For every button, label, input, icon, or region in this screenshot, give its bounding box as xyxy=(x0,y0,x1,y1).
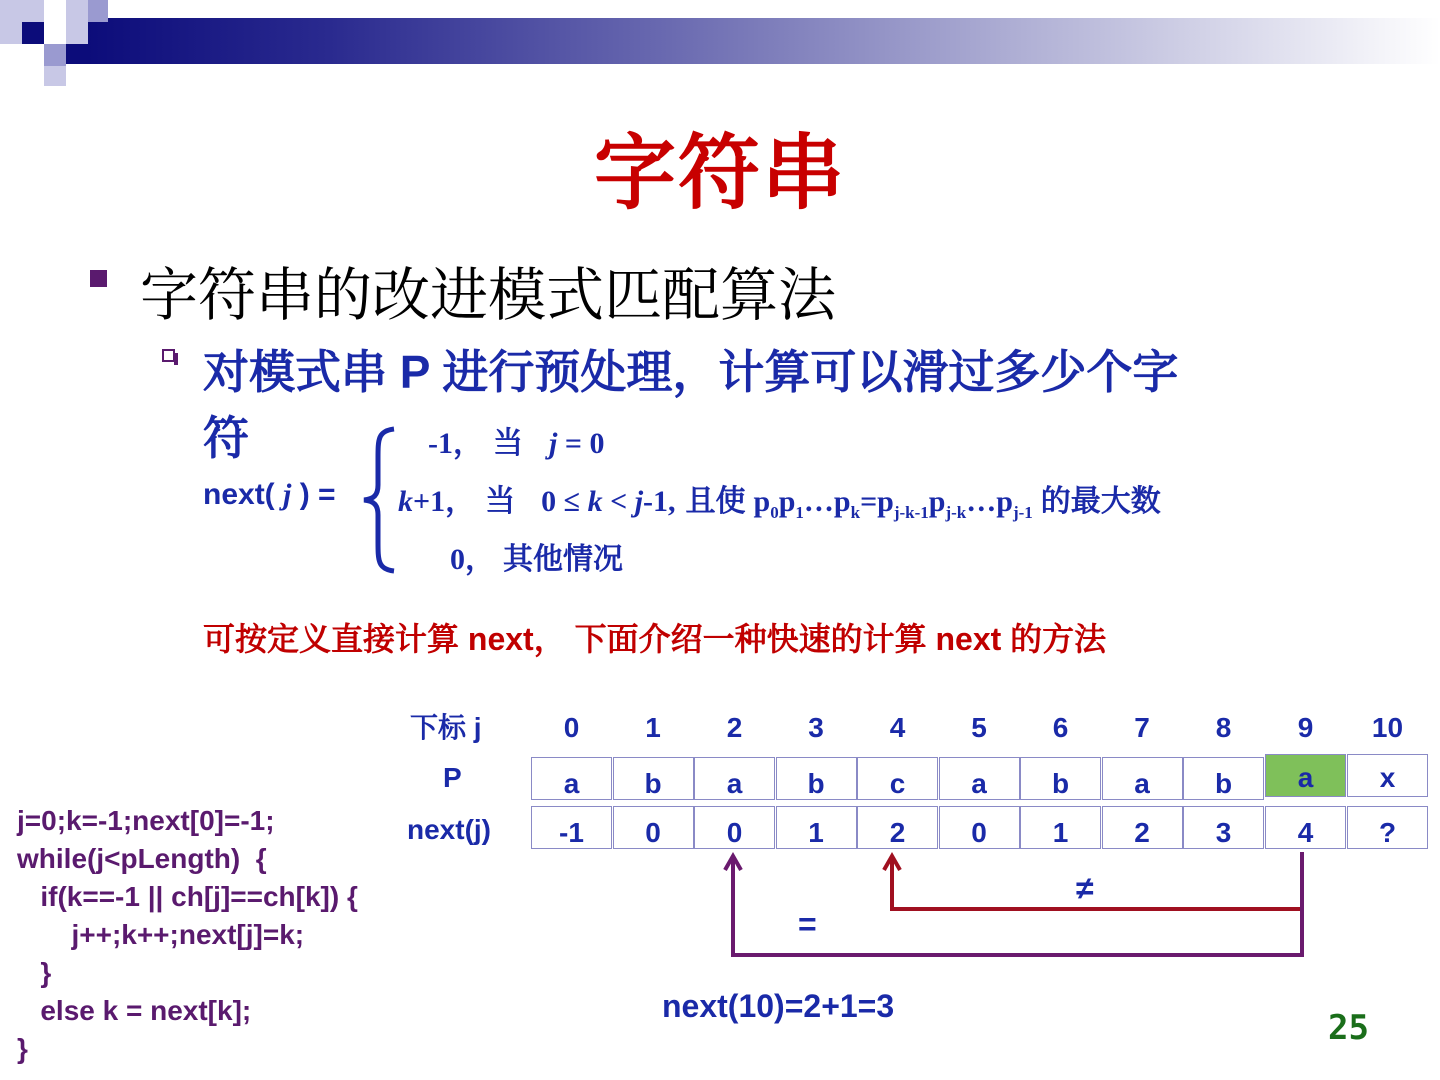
next-value-cell: 0 xyxy=(613,806,694,849)
sub-bullet-line2: 符 xyxy=(203,412,249,464)
next-value-cell: -1 xyxy=(531,806,612,849)
code-line: else k = next[k]; xyxy=(17,995,252,1026)
next-value-cell: 3 xyxy=(1183,806,1264,849)
next-value-cell: 1 xyxy=(1020,806,1101,849)
index-cell: 3 xyxy=(808,712,824,743)
pattern-cell: b xyxy=(613,757,694,800)
pattern-cell: b xyxy=(776,757,857,800)
page-number: 25 xyxy=(1328,1008,1369,1048)
code-line: if(k==-1 || ch[j]==ch[k]) { xyxy=(17,881,358,912)
slide-title: 字符串 xyxy=(593,128,846,219)
next-value-cell: 2 xyxy=(857,806,938,849)
bullet-heading: 字符串的改进模式匹配算法 xyxy=(140,263,837,328)
code-line: j=0;k=-1;next[0]=-1; xyxy=(17,805,275,836)
pattern-cell: c xyxy=(857,757,938,800)
pattern-cell: a xyxy=(531,757,612,800)
code-line: } xyxy=(17,1033,28,1064)
sub-bullet-line1: 对模式串 P 进行预处理，计算可以滑过多少个字 xyxy=(203,346,1179,398)
equal-sign: = xyxy=(798,906,817,942)
formula-case-3: 0， 其他情况 xyxy=(450,542,623,577)
pattern-cell: a xyxy=(939,757,1020,800)
result-text: next(10)=2+1=3 xyxy=(662,988,895,1024)
index-cell: 5 xyxy=(971,712,987,743)
formula-case-2: k+1， 当 0 ≤ k < j-1, 且使 $p_0p_1\dots p_k=p_{j-k-1}p_{j-k}\dots p_{j-1}$ 的最大数 xyxy=(398,484,1161,522)
next-value-cell: 0 xyxy=(694,806,775,849)
pattern-cell: x xyxy=(1347,754,1428,797)
pattern-cell: b xyxy=(1020,757,1101,800)
index-cell: 10 xyxy=(1371,712,1404,743)
pattern-cell: a xyxy=(694,757,775,800)
next-value-cell: 2 xyxy=(1102,806,1183,849)
code-line: } xyxy=(17,957,52,988)
next-value-cell: 4 xyxy=(1265,806,1346,849)
note-text: 可按定义直接计算 next， 下面介绍一种快速的计算 next 的方法 xyxy=(203,621,1107,657)
row-label-p: P xyxy=(443,762,462,793)
index-cell: 1 xyxy=(645,712,661,743)
index-cell: 9 xyxy=(1297,712,1314,743)
index-cell: 2 xyxy=(726,712,743,743)
code-block xyxy=(17,802,358,1068)
index-cell: 8 xyxy=(1215,712,1232,743)
code-line: j++;k++;next[j]=k; xyxy=(17,919,305,950)
pattern-cell: a xyxy=(1102,757,1183,800)
next-value-cell: 1 xyxy=(776,806,857,849)
formula-lhs: next( j ) = xyxy=(203,478,336,511)
index-cell: 4 xyxy=(889,712,906,743)
pattern-cell: a xyxy=(1265,754,1346,797)
next-value-cell: ? xyxy=(1347,806,1428,849)
next-value-cell: 0 xyxy=(939,806,1020,849)
index-cell: 7 xyxy=(1134,712,1150,743)
index-cell: 6 xyxy=(1052,712,1069,743)
pattern-cell: b xyxy=(1183,757,1264,800)
code-line: while(j<pLength) { xyxy=(17,843,267,874)
formula-case-1: -1， 当 j = 0 xyxy=(428,426,605,461)
not-equal-sign: ≠ xyxy=(1076,870,1094,906)
row-label-next: next(j) xyxy=(407,814,491,845)
index-cell: 0 xyxy=(563,712,580,743)
row-label-index: 下标 j xyxy=(410,712,482,743)
